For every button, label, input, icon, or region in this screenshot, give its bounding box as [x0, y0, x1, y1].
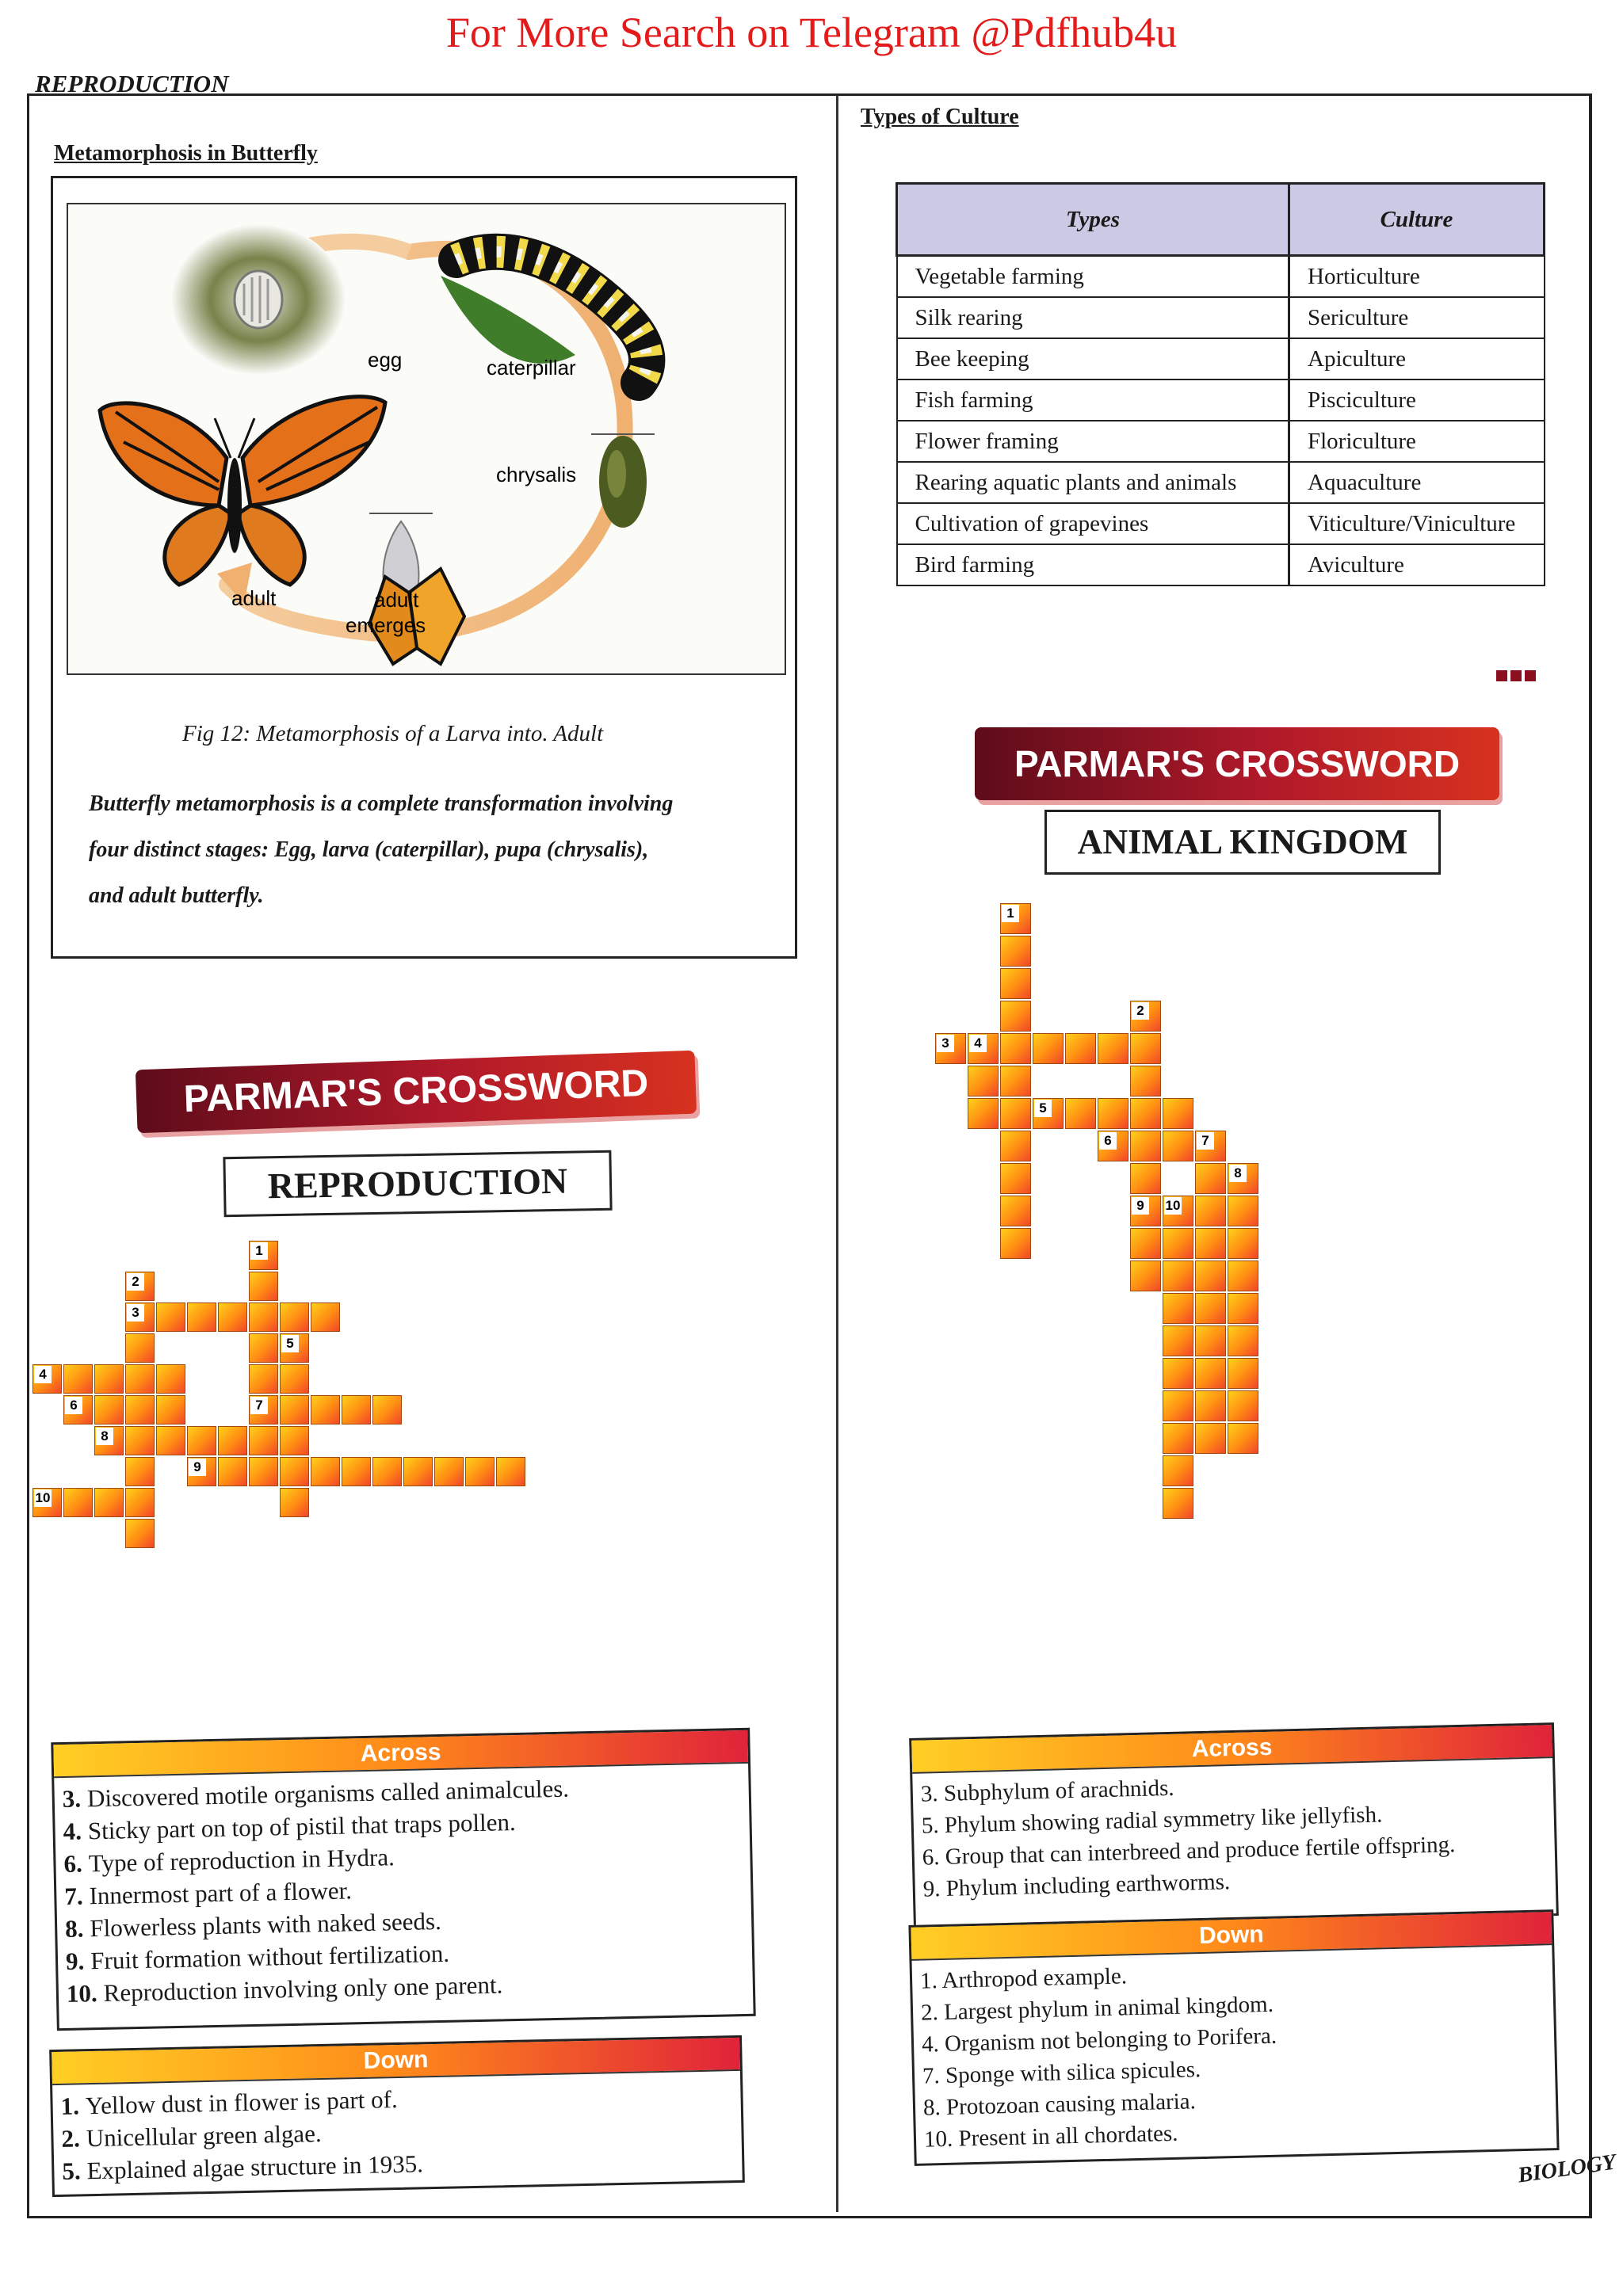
clue-item: 5. Phylum showing radial symmetry like jellyfish. — [921, 1802, 1383, 1839]
crossword-cell[interactable] — [125, 1488, 155, 1517]
clue-number: 2 — [1132, 1002, 1149, 1020]
clue-number: 8 — [96, 1428, 113, 1445]
crossword-cell[interactable] — [1163, 1131, 1193, 1161]
crossword-cell[interactable] — [280, 1364, 309, 1394]
crossword-cell[interactable] — [1195, 1358, 1226, 1389]
clue-number: 6 — [65, 1397, 82, 1414]
crossword-cell[interactable] — [187, 1426, 216, 1455]
crossword-cell[interactable] — [1228, 1423, 1258, 1454]
chapter-title: REPRODUCTION — [35, 70, 229, 97]
clue-number: 10 — [35, 1490, 51, 1505]
clue-number: 6 — [1099, 1132, 1117, 1150]
crossword-cell[interactable] — [1228, 1358, 1258, 1389]
crossword-cell[interactable] — [156, 1364, 185, 1394]
clue-number: 4 — [34, 1366, 52, 1383]
crossword-cell[interactable] — [156, 1426, 185, 1455]
crossword-cell[interactable] — [1130, 1066, 1161, 1097]
clue-box-right-across — [909, 1722, 1559, 1932]
clue-number: 3 — [127, 1304, 144, 1322]
crossword-cell[interactable] — [1163, 1293, 1193, 1324]
crossword-cell[interactable] — [1163, 1228, 1193, 1259]
crossword-cell[interactable] — [1130, 1098, 1161, 1129]
type-cell: Cultivation of grapevines — [897, 503, 1289, 544]
culture-table — [896, 182, 1545, 586]
type-cell: Rearing aquatic plants and animals — [897, 462, 1289, 503]
clue-box-left-across — [51, 1728, 755, 2031]
label-adult: adult — [231, 586, 277, 610]
clue-number: 5 — [1034, 1100, 1052, 1117]
clue-heading-down: Down — [52, 2038, 740, 2085]
metamorphosis-diagram — [67, 203, 786, 675]
crossword-cell[interactable] — [1163, 1358, 1193, 1389]
clue-item: 9. Phylum including earthworms. — [922, 1869, 1231, 1902]
clue-box-right-down — [908, 1909, 1559, 2166]
telegram-banner: For More Search on Telegram @Pdfhub4u — [445, 9, 1178, 56]
clue-number: 1 — [250, 1242, 268, 1260]
crossword-cell[interactable] — [280, 1302, 309, 1332]
clue-item: 9. Fruit formation without fertilization. — [65, 1939, 450, 1975]
crossword-cell[interactable] — [249, 1272, 278, 1301]
clue-item: 4. Organism not belonging to Porifera. — [921, 2023, 1277, 2058]
crossword-cell[interactable] — [125, 1333, 155, 1363]
crossword-cell[interactable] — [372, 1457, 402, 1486]
clue-item: 5. Explained algae structure in 1935. — [61, 2149, 424, 2185]
clue-box-left-down — [49, 2035, 745, 2197]
crossword-cell[interactable] — [311, 1302, 340, 1332]
clue-item: 7. Innermost part of a flower. — [63, 1876, 353, 1910]
crossword-cell[interactable] — [94, 1488, 124, 1517]
crossword-cell[interactable] — [125, 1364, 155, 1394]
crossword-cell[interactable] — [1130, 1163, 1161, 1194]
section-end-mark — [1496, 670, 1536, 681]
crossword-cell[interactable] — [1163, 1261, 1193, 1291]
crossword-cell[interactable] — [249, 1302, 278, 1332]
crossword-banner-right: PARMAR'S CROSSWORD — [975, 727, 1499, 800]
footer-subject: BIOLOGY — [1516, 2149, 1617, 2188]
clue-number: 9 — [1132, 1197, 1149, 1215]
crossword-cell[interactable] — [1195, 1390, 1226, 1421]
crossword-cell[interactable] — [125, 1395, 155, 1425]
culture-cell: Apiculture — [1289, 338, 1545, 379]
culture-cell: Viticulture/Viniculture — [1289, 503, 1545, 544]
crossword-cell[interactable] — [1195, 1325, 1226, 1356]
crossword-cell[interactable] — [1228, 1293, 1258, 1324]
crossword-cell[interactable] — [1000, 1033, 1031, 1064]
crossword-cell[interactable] — [1000, 1098, 1031, 1129]
crossword-cell[interactable] — [465, 1457, 495, 1486]
description-line: and adult butterfly. — [89, 883, 264, 908]
crossword-cell[interactable] — [342, 1457, 371, 1486]
crossword-cell[interactable] — [187, 1302, 216, 1332]
clue-item: 8. Flowerless plants with naked seeds. — [64, 1907, 442, 1943]
metamorphosis-title: Metamorphosis in Butterfly — [54, 141, 318, 166]
clue-item: 1. Yellow dust in flower is part of. — [60, 2084, 398, 2120]
crossword-cell[interactable] — [249, 1457, 278, 1486]
clue-item: 3. Discovered motile organisms called animalcules. — [62, 1774, 570, 1813]
clue-number: 9 — [189, 1459, 206, 1476]
type-cell: Fish farming — [897, 379, 1289, 421]
crossword-cell[interactable] — [125, 1426, 155, 1455]
table-row — [897, 544, 1545, 585]
crossword-cell[interactable] — [372, 1395, 402, 1425]
clue-item: 6. Type of reproduction in Hydra. — [63, 1843, 395, 1878]
clue-heading-down: Down — [911, 1912, 1552, 1961]
clue-item: 6. Group that can interbreed and produce fertile offspring. — [922, 1832, 1456, 1871]
clue-item: 7. Sponge with silica spicules. — [922, 2057, 1201, 2089]
crossword-cell[interactable] — [1098, 1098, 1128, 1129]
metamorphosis-description — [89, 781, 770, 919]
crossword-cell[interactable] — [218, 1302, 247, 1332]
label-adult-emerges-1: adult — [374, 588, 419, 612]
crossword-cell[interactable] — [1195, 1423, 1226, 1454]
crossword-cell[interactable] — [311, 1395, 340, 1425]
label-adult-emerges-2: emerges — [346, 613, 426, 637]
crossword-cell[interactable] — [1065, 1098, 1096, 1129]
table-row — [897, 297, 1545, 338]
crossword-cell[interactable] — [1000, 1066, 1031, 1097]
crossword-cell[interactable] — [125, 1457, 155, 1486]
table-row — [897, 338, 1545, 379]
type-cell: Bird farming — [897, 544, 1289, 585]
crossword-cell[interactable] — [1195, 1293, 1226, 1324]
crossword-cell[interactable] — [249, 1333, 278, 1363]
crossword-cell[interactable] — [280, 1395, 309, 1425]
crossword-cell[interactable] — [1195, 1261, 1226, 1291]
clue-number: 10 — [1165, 1198, 1181, 1213]
type-cell: Vegetable farming — [897, 256, 1289, 298]
table-row — [897, 462, 1545, 503]
clue-number: 4 — [969, 1035, 987, 1052]
crossword-cell[interactable] — [280, 1457, 309, 1486]
culture-title: Types of Culture — [861, 105, 1019, 129]
life-cycle-illustration — [68, 204, 785, 673]
crossword-cell[interactable] — [280, 1488, 309, 1517]
crossword-cell[interactable] — [1163, 1423, 1193, 1454]
crossword-topic-right: ANIMAL KINGDOM — [1044, 810, 1441, 875]
clue-item: 4. Sticky part on top of pistil that traps pollen. — [63, 1808, 516, 1845]
crossword-cell[interactable] — [311, 1457, 340, 1486]
crossword-cell[interactable] — [125, 1519, 155, 1548]
culture-cell: Aviculture — [1289, 544, 1545, 585]
crossword-cell[interactable] — [1195, 1163, 1226, 1194]
column-header-types: Types — [897, 184, 1289, 256]
clue-number: 7 — [250, 1397, 268, 1414]
clue-number: 8 — [1229, 1165, 1247, 1182]
crossword-cell[interactable] — [63, 1364, 93, 1394]
clue-item: 3. Subphylum of arachnids. — [920, 1775, 1174, 1807]
crossword-cell[interactable] — [249, 1364, 278, 1394]
crossword-cell[interactable] — [1000, 1196, 1031, 1226]
crossword-cell[interactable] — [1033, 1033, 1064, 1064]
crossword-cell[interactable] — [1195, 1196, 1226, 1226]
crossword-cell[interactable] — [1163, 1098, 1193, 1129]
crossword-cell[interactable] — [1195, 1228, 1226, 1259]
clue-heading-across: Across — [911, 1725, 1552, 1774]
table-row — [897, 503, 1545, 544]
crossword-cell[interactable] — [1163, 1455, 1193, 1486]
description-line: four distinct stages: Egg, larva (caterpillar), pupa (chrysalis), — [89, 837, 649, 862]
clue-number: 7 — [1197, 1132, 1214, 1150]
crossword-cell[interactable] — [1000, 1131, 1031, 1161]
culture-cell: Aquaculture — [1289, 462, 1545, 503]
culture-cell: Floriculture — [1289, 421, 1545, 462]
crossword-cell[interactable] — [1228, 1196, 1258, 1226]
clue-number: 3 — [937, 1035, 954, 1052]
clue-item: 2. Unicellular green algae. — [61, 2119, 322, 2153]
crossword-topic-left: REPRODUCTION — [223, 1150, 612, 1218]
crossword-cell[interactable] — [1000, 1001, 1031, 1032]
crossword-cell[interactable] — [1228, 1261, 1258, 1291]
crossword-cell[interactable] — [1228, 1228, 1258, 1259]
clue-number: 1 — [1002, 905, 1019, 922]
crossword-cell[interactable] — [218, 1426, 247, 1455]
crossword-cell[interactable] — [403, 1457, 433, 1486]
crossword-cell[interactable] — [342, 1395, 371, 1425]
label-chrysalis: chrysalis — [496, 463, 577, 486]
culture-cell: Horticulture — [1289, 256, 1545, 298]
crossword-cell[interactable] — [1098, 1033, 1128, 1064]
crossword-cell[interactable] — [218, 1457, 247, 1486]
crossword-cell[interactable] — [1000, 1228, 1031, 1259]
crossword-cell[interactable] — [1228, 1390, 1258, 1421]
crossword-cell[interactable] — [156, 1302, 185, 1332]
clue-item: 1. Arthropod example. — [919, 1963, 1128, 1994]
clue-item: 8. Protozoan causing malaria. — [922, 2088, 1197, 2121]
type-cell: Silk rearing — [897, 297, 1289, 338]
crossword-cell[interactable] — [1000, 936, 1031, 967]
crossword-cell[interactable] — [1000, 1163, 1031, 1194]
crossword-cell[interactable] — [1130, 1228, 1161, 1259]
crossword-banner-left: PARMAR'S CROSSWORD — [136, 1051, 697, 1134]
crossword-cell[interactable] — [968, 1098, 999, 1129]
type-cell: Bee keeping — [897, 338, 1289, 379]
column-header-culture: Culture — [1289, 184, 1545, 256]
label-caterpillar: caterpillar — [487, 356, 576, 379]
crossword-cell[interactable] — [1163, 1390, 1193, 1421]
table-row — [897, 256, 1545, 298]
crossword-cell[interactable] — [156, 1395, 185, 1425]
crossword-cell[interactable] — [1163, 1325, 1193, 1356]
description-line: Butterfly metamorphosis is a complete transformation involving — [89, 791, 674, 816]
crossword-cell[interactable] — [1130, 1131, 1161, 1161]
clue-item: 10. Present in all chordates. — [923, 2120, 1178, 2153]
column-divider — [836, 95, 838, 2212]
crossword-cell[interactable] — [63, 1488, 93, 1517]
crossword-cell[interactable] — [280, 1426, 309, 1455]
culture-cell: Pisciculture — [1289, 379, 1545, 421]
clue-number: 2 — [127, 1273, 144, 1291]
type-cell: Flower framing — [897, 421, 1289, 462]
crossword-cell[interactable] — [249, 1426, 278, 1455]
table-row — [897, 421, 1545, 462]
clue-item: 2. Largest phylum in animal kingdom. — [920, 1991, 1274, 2026]
table-row — [897, 379, 1545, 421]
crossword-cell[interactable] — [1065, 1033, 1096, 1064]
crossword-cell[interactable] — [1228, 1325, 1258, 1356]
figure-caption: Fig 12: Metamorphosis of a Larva into. Adult — [182, 721, 604, 746]
crossword-cell[interactable] — [94, 1364, 124, 1394]
crossword-cell[interactable] — [1163, 1488, 1193, 1519]
crossword-cell[interactable] — [496, 1457, 525, 1486]
crossword-cell[interactable] — [968, 1066, 999, 1097]
crossword-cell[interactable] — [434, 1457, 464, 1486]
culture-cell: Sericulture — [1289, 297, 1545, 338]
crossword-cell[interactable] — [1130, 1033, 1161, 1064]
label-egg: egg — [368, 348, 403, 372]
clue-number: 5 — [281, 1335, 299, 1352]
clue-item: 10. Reproduction involving only one parent. — [66, 1970, 503, 2008]
crossword-cell[interactable] — [94, 1395, 124, 1425]
crossword-cell[interactable] — [1000, 968, 1031, 999]
clue-heading-across: Across — [53, 1730, 748, 1778]
crossword-cell[interactable] — [1130, 1261, 1161, 1291]
